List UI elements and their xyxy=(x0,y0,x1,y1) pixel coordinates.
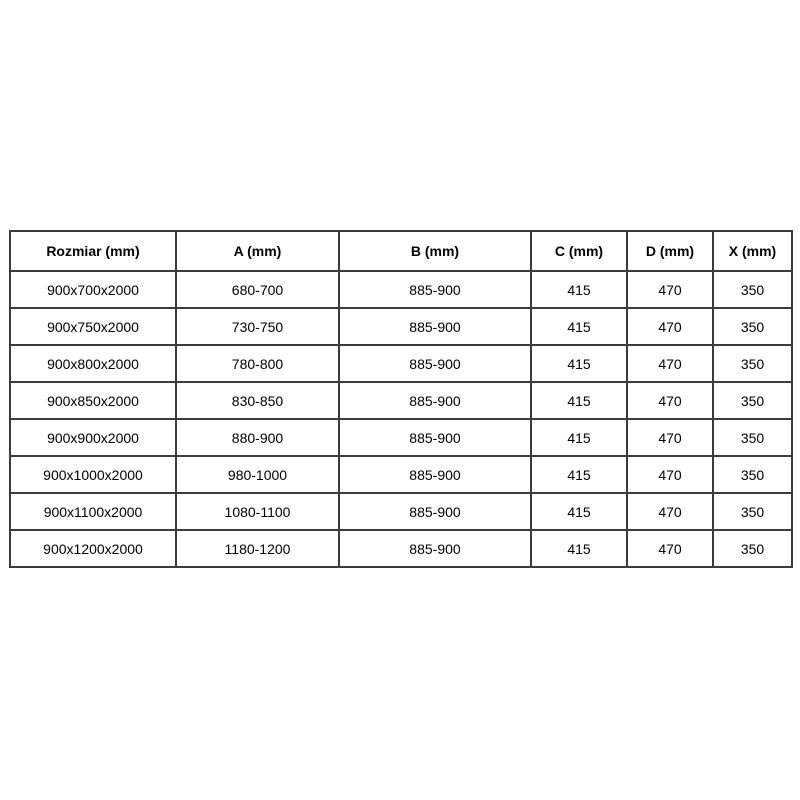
cell-c: 415 xyxy=(531,493,627,530)
cell-x: 350 xyxy=(713,308,792,345)
cell-d: 470 xyxy=(627,345,713,382)
table-row xyxy=(10,493,792,530)
table-body xyxy=(10,271,792,567)
cell-b: 885-900 xyxy=(339,308,531,345)
cell-rozmiar: 900x1100x2000 xyxy=(10,493,176,530)
table-row xyxy=(10,308,792,345)
cell-c: 415 xyxy=(531,271,627,308)
column-header-b: B (mm) xyxy=(339,231,531,271)
cell-d: 470 xyxy=(627,419,713,456)
cell-d: 470 xyxy=(627,382,713,419)
column-header-c: C (mm) xyxy=(531,231,627,271)
cell-d: 470 xyxy=(627,271,713,308)
column-header-rozmiar: Rozmiar (mm) xyxy=(10,231,176,271)
cell-x: 350 xyxy=(713,345,792,382)
cell-rozmiar: 900x750x2000 xyxy=(10,308,176,345)
size-spec-table-container xyxy=(9,230,793,568)
cell-a: 980-1000 xyxy=(176,456,339,493)
cell-x: 350 xyxy=(713,271,792,308)
cell-c: 415 xyxy=(531,530,627,567)
cell-c: 415 xyxy=(531,419,627,456)
table-row xyxy=(10,456,792,493)
table-header-row xyxy=(10,231,792,271)
column-header-a: A (mm) xyxy=(176,231,339,271)
cell-d: 470 xyxy=(627,493,713,530)
table-row xyxy=(10,382,792,419)
table-row xyxy=(10,530,792,567)
cell-c: 415 xyxy=(531,345,627,382)
table-row xyxy=(10,271,792,308)
cell-a: 1080-1100 xyxy=(176,493,339,530)
cell-x: 350 xyxy=(713,382,792,419)
cell-b: 885-900 xyxy=(339,456,531,493)
cell-b: 885-900 xyxy=(339,382,531,419)
cell-a: 830-850 xyxy=(176,382,339,419)
cell-d: 470 xyxy=(627,308,713,345)
cell-b: 885-900 xyxy=(339,530,531,567)
cell-a: 680-700 xyxy=(176,271,339,308)
cell-x: 350 xyxy=(713,530,792,567)
cell-rozmiar: 900x700x2000 xyxy=(10,271,176,308)
cell-a: 780-800 xyxy=(176,345,339,382)
cell-rozmiar: 900x1200x2000 xyxy=(10,530,176,567)
size-spec-table xyxy=(9,230,793,568)
column-header-d: D (mm) xyxy=(627,231,713,271)
cell-d: 470 xyxy=(627,530,713,567)
cell-c: 415 xyxy=(531,382,627,419)
cell-b: 885-900 xyxy=(339,493,531,530)
cell-a: 880-900 xyxy=(176,419,339,456)
cell-rozmiar: 900x800x2000 xyxy=(10,345,176,382)
cell-c: 415 xyxy=(531,308,627,345)
cell-rozmiar: 900x1000x2000 xyxy=(10,456,176,493)
cell-rozmiar: 900x900x2000 xyxy=(10,419,176,456)
cell-b: 885-900 xyxy=(339,345,531,382)
cell-a: 1180-1200 xyxy=(176,530,339,567)
cell-x: 350 xyxy=(713,456,792,493)
cell-b: 885-900 xyxy=(339,271,531,308)
cell-x: 350 xyxy=(713,419,792,456)
cell-d: 470 xyxy=(627,456,713,493)
cell-rozmiar: 900x850x2000 xyxy=(10,382,176,419)
cell-c: 415 xyxy=(531,456,627,493)
cell-b: 885-900 xyxy=(339,419,531,456)
cell-x: 350 xyxy=(713,493,792,530)
table-row xyxy=(10,419,792,456)
column-header-x: X (mm) xyxy=(713,231,792,271)
table-row xyxy=(10,345,792,382)
cell-a: 730-750 xyxy=(176,308,339,345)
